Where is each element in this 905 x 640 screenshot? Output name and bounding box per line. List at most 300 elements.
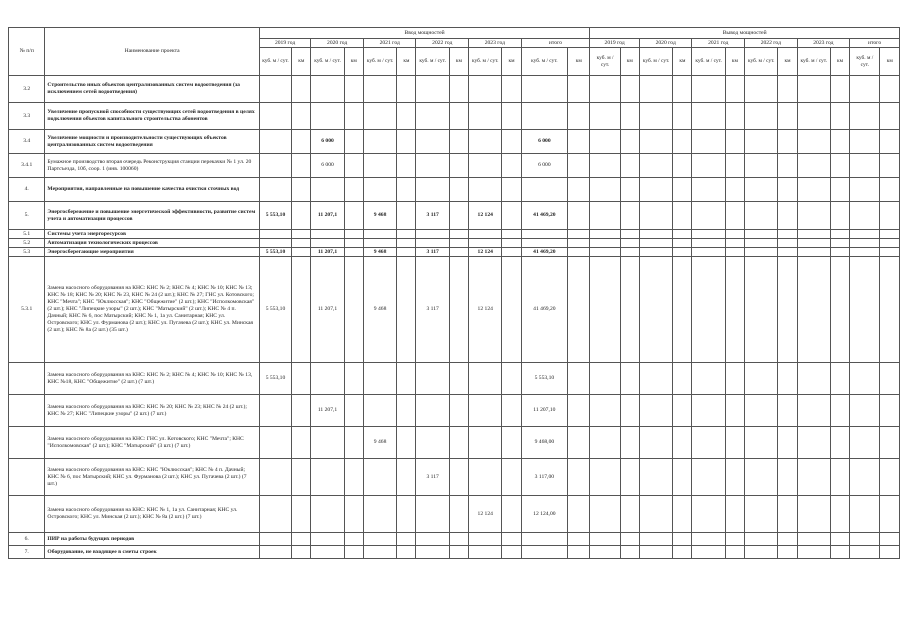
input-value-cell — [363, 533, 396, 546]
input-value-cell — [568, 248, 590, 257]
input-value-cell — [469, 427, 502, 459]
unit-volume-header: куб. м / сут. — [416, 48, 449, 76]
input-value-cell — [469, 76, 502, 103]
input-value-cell — [344, 395, 363, 427]
output-value-cell — [880, 202, 900, 230]
unit-km-header: км — [673, 48, 692, 76]
project-name: Замена насосного оборудования на КНС: КНС № 1, 1а ул. Санитарная; КНС ул. Островского; КНС ул. Минская (2 шт.); КНС № 8а (2 шт.) (7 шт.) — [45, 496, 259, 533]
input-value-cell — [568, 230, 590, 239]
output-value-cell — [830, 459, 849, 496]
output-value-cell — [620, 395, 639, 427]
year-header: 2022 год — [745, 39, 798, 48]
input-value-cell — [502, 496, 521, 533]
output-value-cell — [745, 459, 778, 496]
input-value-cell — [344, 178, 363, 202]
input-value-cell — [363, 239, 396, 248]
input-value-cell — [449, 230, 468, 239]
input-value-cell — [469, 459, 502, 496]
output-value-cell — [692, 459, 725, 496]
input-value-cell — [363, 363, 396, 395]
output-value-cell — [830, 363, 849, 395]
output-value-cell — [673, 546, 692, 559]
table-row — [9, 230, 900, 239]
output-value-cell — [830, 496, 849, 533]
input-value-cell — [502, 154, 521, 178]
table-row — [9, 427, 900, 459]
row-number: 5.2 — [9, 239, 45, 248]
table-row — [9, 178, 900, 202]
output-value-cell — [673, 130, 692, 154]
input-value-cell — [502, 230, 521, 239]
output-value-cell — [778, 103, 797, 130]
input-value-cell — [363, 546, 396, 559]
output-value-cell — [778, 459, 797, 496]
output-value-cell — [639, 103, 672, 130]
input-value-cell: 3 117,00 — [521, 459, 568, 496]
input-value-cell — [344, 154, 363, 178]
output-value-cell — [725, 76, 744, 103]
output-value-cell — [745, 257, 778, 363]
output-value-cell — [850, 427, 880, 459]
project-name: Мероприятия, направленные на повышение качества очистки сточных вод — [45, 178, 259, 202]
unit-km-header: км — [725, 48, 744, 76]
output-value-cell — [725, 248, 744, 257]
input-value-cell — [502, 248, 521, 257]
input-value-cell — [568, 496, 590, 533]
input-value-cell — [502, 363, 521, 395]
output-value-cell — [778, 257, 797, 363]
row-number: 3.2 — [9, 76, 45, 103]
unit-km-header: км — [568, 48, 590, 76]
row-number — [9, 395, 45, 427]
row-number: 5. — [9, 202, 45, 230]
output-value-cell — [745, 202, 778, 230]
input-value-cell — [568, 178, 590, 202]
output-value-cell — [745, 427, 778, 459]
input-value-cell — [292, 103, 311, 130]
output-value-cell — [797, 103, 830, 130]
input-value-cell — [568, 395, 590, 427]
input-value-cell — [568, 103, 590, 130]
output-value-cell — [692, 395, 725, 427]
output-value-cell — [590, 427, 620, 459]
output-value-cell — [725, 496, 744, 533]
output-value-cell — [797, 496, 830, 533]
output-value-cell — [639, 154, 672, 178]
output-value-cell — [778, 546, 797, 559]
unit-volume-header: куб. м / сут. — [639, 48, 672, 76]
input-value-cell — [344, 546, 363, 559]
output-value-cell — [692, 154, 725, 178]
output-value-cell — [692, 257, 725, 363]
row-number: 5.3.1 — [9, 257, 45, 363]
input-value-cell — [416, 230, 449, 239]
input-value-cell — [416, 239, 449, 248]
project-name: Увеличение пропускной способности существующих сетей водоотведения в целях подключения объектов капитального строительства абонентов — [45, 103, 259, 130]
output-value-cell — [850, 363, 880, 395]
project-name: Замена насосного оборудования на КНС: КНС № 20; КНС № 23; КНС № 24 (2 шт.); КНС № 27; КНС "Липецкие узоры" (2 шт.) (7 шт.) — [45, 395, 259, 427]
input-value-cell — [449, 533, 468, 546]
output-value-cell — [745, 103, 778, 130]
table-row — [9, 154, 900, 178]
input-value-cell — [397, 130, 416, 154]
input-value-cell — [311, 459, 344, 496]
output-value-cell — [639, 459, 672, 496]
input-value-cell — [344, 533, 363, 546]
output-value-cell — [778, 395, 797, 427]
input-value-cell — [259, 130, 291, 154]
output-value-cell — [639, 178, 672, 202]
output-value-cell — [880, 427, 900, 459]
output-value-cell — [620, 239, 639, 248]
output-value-cell — [620, 178, 639, 202]
output-value-cell — [590, 130, 620, 154]
output-value-cell — [725, 154, 744, 178]
input-value-cell: 5 553,10 — [259, 248, 291, 257]
project-name: Замена насосного оборудования на КНС: КНС № 2; КНС № 4; КНС № 10; КНС № 13; КНС № 18; КНС № 20; КНС № 23, КНС № 24 (2 шт.); КНС № 27; ГНС ул. Котовского; КНС "Мечта"; КНС "Юклюсская"; КНС "Общежитие" (2 шт.); КНС "Исполкомовская" (2 шт.); КНС "Липецкие узоры" (2 шт.); КНС "Матырский" (2 шт.); КНС № 4 п. Дачный; КНС № 6, пос Матырский; КНС № 1, 1а ул. Санитарная; КНС ул. Островского; КНС ул. Фурманова (2 шт.); КНС ул. Пугачева (2 шт.); КНС ул. Минская (2 шт.); КНС № 8а (2 шт.) (35 шт.) — [45, 257, 259, 363]
input-value-cell — [397, 533, 416, 546]
input-value-cell — [416, 363, 449, 395]
input-value-cell — [397, 154, 416, 178]
output-value-cell — [797, 178, 830, 202]
input-value-cell — [521, 533, 568, 546]
input-value-cell — [397, 496, 416, 533]
input-value-cell — [521, 546, 568, 559]
output-value-cell — [725, 427, 744, 459]
output-value-cell — [830, 76, 849, 103]
output-value-cell — [692, 230, 725, 239]
year-header: 2019 год — [590, 39, 640, 48]
input-value-cell: 41 469,20 — [521, 248, 568, 257]
output-value-cell — [620, 363, 639, 395]
output-value-cell — [692, 248, 725, 257]
output-value-cell — [725, 533, 744, 546]
input-value-cell — [469, 178, 502, 202]
output-value-cell — [880, 257, 900, 363]
output-value-cell — [850, 178, 880, 202]
output-value-cell — [880, 130, 900, 154]
output-value-cell — [620, 459, 639, 496]
output-value-cell — [673, 202, 692, 230]
output-value-cell — [692, 178, 725, 202]
output-value-cell — [797, 459, 830, 496]
output-value-cell — [850, 248, 880, 257]
input-value-cell — [502, 546, 521, 559]
output-value-cell — [880, 178, 900, 202]
output-value-cell — [620, 248, 639, 257]
input-value-cell — [521, 76, 568, 103]
output-value-cell — [620, 496, 639, 533]
year-header: 2020 год — [311, 39, 364, 48]
input-value-cell — [397, 395, 416, 427]
output-value-cell — [850, 230, 880, 239]
input-value-cell — [397, 76, 416, 103]
unit-volume-header: куб. м / сут. — [850, 48, 880, 76]
input-value-cell — [416, 103, 449, 130]
input-value-cell — [469, 154, 502, 178]
input-value-cell — [311, 103, 344, 130]
input-value-cell — [363, 395, 396, 427]
output-value-cell — [725, 459, 744, 496]
output-value-cell — [745, 76, 778, 103]
output-value-cell — [745, 395, 778, 427]
output-value-cell — [639, 202, 672, 230]
output-value-cell — [745, 363, 778, 395]
table-row — [9, 546, 900, 559]
output-value-cell — [590, 546, 620, 559]
output-value-cell — [692, 427, 725, 459]
input-value-cell — [311, 546, 344, 559]
output-value-cell — [673, 239, 692, 248]
input-value-cell — [292, 363, 311, 395]
input-value-cell — [311, 363, 344, 395]
row-number — [9, 363, 45, 395]
input-value-cell: 5 553,10 — [259, 202, 291, 230]
row-number: 3.4.1 — [9, 154, 45, 178]
project-name: Замена насосного оборудования на КНС: КНС "Юклюсская"; КНС № 4 п. Дачный; КНС № 6, пос Матырский; КНС ул. Фурманова (2 шт.); КНС ул. Пугачева (2 шт.) (7 шт.) — [45, 459, 259, 496]
output-value-cell — [590, 533, 620, 546]
input-value-cell: 3 117 — [416, 202, 449, 230]
unit-volume-header: куб. м / сут. — [745, 48, 778, 76]
input-value-cell — [449, 248, 468, 257]
input-value-cell — [292, 230, 311, 239]
input-value-cell — [363, 459, 396, 496]
table-row — [9, 248, 900, 257]
input-value-cell — [449, 257, 468, 363]
output-value-cell — [880, 395, 900, 427]
input-value-cell — [502, 459, 521, 496]
input-value-cell: 5 553,10 — [259, 363, 291, 395]
input-value-cell — [344, 130, 363, 154]
table-row — [9, 459, 900, 496]
input-value-cell — [259, 230, 291, 239]
unit-km-header: км — [292, 48, 311, 76]
output-value-cell — [745, 546, 778, 559]
unit-km-header: км — [344, 48, 363, 76]
output-value-cell — [745, 239, 778, 248]
unit-km-header: км — [830, 48, 849, 76]
output-value-cell — [880, 230, 900, 239]
project-name: Энергосберегающие мероприятия — [45, 248, 259, 257]
input-value-cell — [311, 496, 344, 533]
output-value-cell — [725, 230, 744, 239]
table-row — [9, 395, 900, 427]
output-value-cell — [778, 154, 797, 178]
input-value-cell: 12 124,00 — [521, 496, 568, 533]
output-value-cell — [639, 130, 672, 154]
input-value-cell — [259, 533, 291, 546]
input-value-cell — [502, 427, 521, 459]
project-name: Строительство иных объектов централизованных систем водоотведения (за исключением сетей водоотведения) — [45, 76, 259, 103]
output-value-cell — [639, 230, 672, 239]
output-value-cell — [830, 546, 849, 559]
output-value-cell — [590, 257, 620, 363]
output-value-cell — [725, 546, 744, 559]
output-value-cell — [725, 395, 744, 427]
input-value-cell — [416, 395, 449, 427]
output-value-cell — [620, 130, 639, 154]
input-value-cell — [344, 202, 363, 230]
output-value-cell — [830, 395, 849, 427]
input-value-cell — [344, 248, 363, 257]
output-value-cell — [692, 496, 725, 533]
year-header: итого — [850, 39, 900, 48]
project-name: Автоматизация технологических процессов — [45, 239, 259, 248]
output-value-cell — [745, 533, 778, 546]
input-value-cell — [449, 202, 468, 230]
input-value-cell — [568, 76, 590, 103]
project-name: Системы учета энергоресурсов — [45, 230, 259, 239]
input-value-cell — [259, 546, 291, 559]
output-value-cell — [590, 239, 620, 248]
input-value-cell: 9 468,00 — [521, 427, 568, 459]
year-header: 2019 год — [259, 39, 311, 48]
unit-volume-header: куб. м / сут. — [797, 48, 830, 76]
output-value-cell — [850, 103, 880, 130]
input-value-cell — [292, 546, 311, 559]
output-value-cell — [745, 496, 778, 533]
output-value-cell — [620, 154, 639, 178]
investment-table — [8, 27, 900, 559]
output-value-cell — [830, 154, 849, 178]
input-value-cell: 12 124 — [469, 257, 502, 363]
input-value-cell — [292, 239, 311, 248]
input-value-cell — [449, 546, 468, 559]
output-value-cell — [850, 496, 880, 533]
output-value-cell — [725, 202, 744, 230]
input-value-cell — [259, 76, 291, 103]
input-value-cell: 12 124 — [469, 248, 502, 257]
unit-volume-header: куб. м / сут. — [692, 48, 725, 76]
output-value-cell — [590, 496, 620, 533]
output-value-cell — [797, 363, 830, 395]
unit-volume-header: куб. м / сут. — [521, 48, 568, 76]
row-number — [9, 496, 45, 533]
output-value-cell — [620, 103, 639, 130]
input-value-cell — [469, 130, 502, 154]
output-value-cell — [797, 202, 830, 230]
input-value-cell — [449, 178, 468, 202]
input-value-cell — [259, 103, 291, 130]
output-value-cell — [590, 202, 620, 230]
input-value-cell — [344, 239, 363, 248]
input-value-cell — [363, 130, 396, 154]
input-value-cell — [397, 248, 416, 257]
output-value-cell — [673, 178, 692, 202]
output-value-cell — [639, 248, 672, 257]
output-value-cell — [880, 248, 900, 257]
output-value-cell — [725, 178, 744, 202]
output-value-cell — [692, 103, 725, 130]
input-value-cell — [397, 257, 416, 363]
output-value-cell — [620, 533, 639, 546]
year-header: итого — [521, 39, 590, 48]
table-row — [9, 76, 900, 103]
input-value-cell — [344, 363, 363, 395]
input-value-cell — [568, 546, 590, 559]
input-value-cell: 5 553,10 — [259, 257, 291, 363]
output-value-cell — [778, 533, 797, 546]
col-number-header: № п/п — [9, 28, 45, 76]
output-value-cell — [830, 202, 849, 230]
output-value-cell — [745, 230, 778, 239]
table-row — [9, 363, 900, 395]
input-value-cell — [397, 230, 416, 239]
output-value-cell — [880, 239, 900, 248]
output-value-cell — [590, 76, 620, 103]
output-value-cell — [880, 546, 900, 559]
output-value-cell — [850, 154, 880, 178]
output-value-cell — [850, 257, 880, 363]
output-value-cell — [880, 496, 900, 533]
unit-km-header: км — [397, 48, 416, 76]
output-value-cell — [692, 130, 725, 154]
input-value-cell — [416, 76, 449, 103]
output-value-cell — [590, 363, 620, 395]
input-value-cell — [344, 427, 363, 459]
output-value-cell — [673, 230, 692, 239]
row-number: 3.3 — [9, 103, 45, 130]
input-value-cell — [416, 130, 449, 154]
unit-volume-header: куб. м / сут. — [590, 48, 620, 76]
input-value-cell: 9 468 — [363, 257, 396, 363]
input-value-cell — [568, 427, 590, 459]
output-value-cell — [797, 395, 830, 427]
input-value-cell — [292, 178, 311, 202]
year-header: 2020 год — [639, 39, 692, 48]
output-value-cell — [830, 130, 849, 154]
input-value-cell — [568, 533, 590, 546]
project-name: Энергосбережение и повышение энергетической эффективности, развитие систем учета и автоматизации процессов — [45, 202, 259, 230]
input-value-cell: 11 207,1 — [311, 202, 344, 230]
output-value-cell — [830, 248, 849, 257]
output-value-cell — [778, 178, 797, 202]
input-value-cell — [363, 230, 396, 239]
input-value-cell — [292, 257, 311, 363]
input-value-cell — [292, 130, 311, 154]
output-value-cell — [725, 239, 744, 248]
table-row — [9, 533, 900, 546]
input-value-cell — [344, 496, 363, 533]
input-value-cell — [311, 178, 344, 202]
project-name: Оборудование, не входящее в сметы строек — [45, 546, 259, 559]
input-value-cell — [449, 427, 468, 459]
unit-volume-header: куб. м / сут. — [311, 48, 344, 76]
output-value-cell — [797, 130, 830, 154]
year-header: 2023 год — [797, 39, 850, 48]
output-value-cell — [850, 239, 880, 248]
input-value-cell — [568, 239, 590, 248]
input-value-cell — [292, 76, 311, 103]
input-value-cell — [449, 103, 468, 130]
input-value-cell — [311, 230, 344, 239]
input-value-cell — [449, 239, 468, 248]
input-value-cell — [259, 178, 291, 202]
row-number: 7. — [9, 546, 45, 559]
output-value-cell — [797, 533, 830, 546]
output-value-cell — [620, 427, 639, 459]
input-value-cell — [502, 239, 521, 248]
output-value-cell — [745, 154, 778, 178]
input-value-cell — [292, 427, 311, 459]
unit-km-header: км — [620, 48, 639, 76]
output-value-cell — [673, 257, 692, 363]
input-value-cell — [521, 230, 568, 239]
input-value-cell — [502, 76, 521, 103]
unit-volume-header: куб. м / сут. — [363, 48, 396, 76]
input-value-cell — [449, 130, 468, 154]
output-value-cell — [620, 230, 639, 239]
